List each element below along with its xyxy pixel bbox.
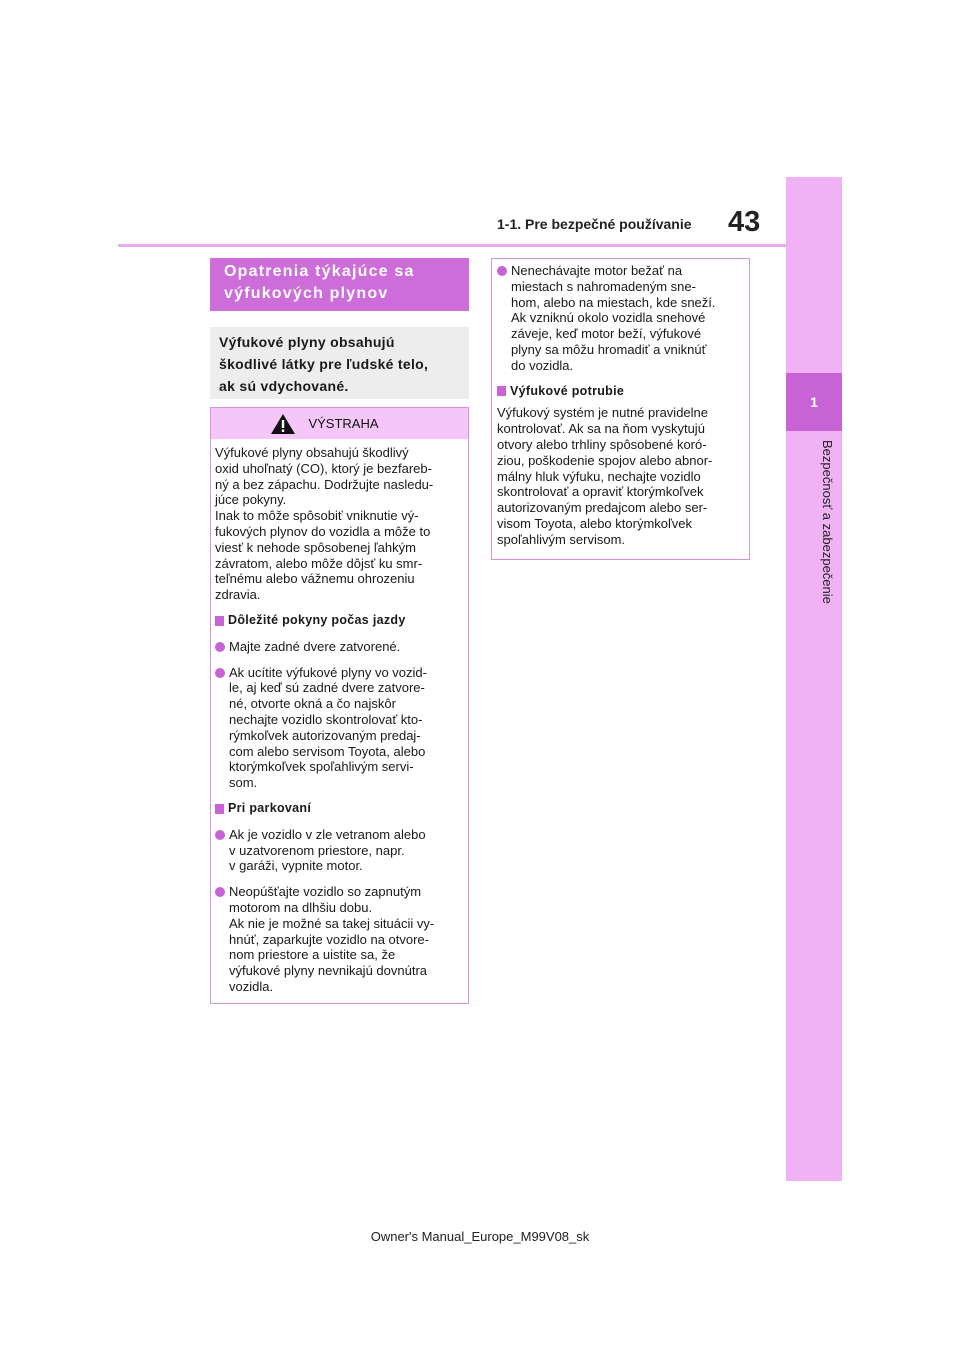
round-bullet-icon [215,830,225,840]
warning-subheading-driving [215,613,468,629]
summary-box [210,327,469,399]
list-item-text: Ak ucítite výfukové plyny vo vozid- le, aj keď sú zadné dvere zatvore- né, otvorte okná a čo najskôr nechajte vozidlo skontrolovať kto- rýmkoľvek autorizovaným predaj- com alebo servisom Toyota, alebo ktorýmkoľvek spoľahlivým servi- som. [229,664,427,791]
side-tab-chapter-label: Bezpečnosť a zabezpečenie [820,440,835,604]
warning-triangle-icon [270,413,296,435]
warning-box [210,407,469,1004]
topic-heading-text: Opatrenia týkajúce sa výfukových plynov [224,263,415,302]
list-item [497,263,749,374]
list-item [215,639,468,655]
info-paragraph: Výfukový systém je nutné pravidelne kontrolovať. Ak sa na ňom vyskytujú otvory alebo trhliny spôsobené koró- ziou, poškodenie spojov alebo abnor- málny hluk výfuku, nechajte vozidlo skontrolovať a opraviť ktorýmkoľvek autorizovaným predajcom alebo ser- visom Toyota, alebo ktorýmkoľvek spoľahlivým servisom. [497,405,713,547]
side-tab [786,177,842,1181]
warning-intro: Výfukové plyny obsahujú škodlivý oxid uhoľnatý (CO), ktorý je bezfareb- ný a bez zápachu. Dodržujte nasledu- júce pokyny. Inak to môže spôsobiť vniknutie vý- fukových plynov do vozidla a môže to viesť k nehode spôsobenej ľahkým závratom, alebo môže dôjsť ku smr- teľnému alebo vážnemu ohrozeniu zdravia. [215,445,434,603]
warning-body [211,439,468,995]
list-item [215,884,468,995]
info-box [491,258,750,560]
round-bullet-icon [215,668,225,678]
round-bullet-icon [215,642,225,652]
square-bullet-icon [497,386,506,396]
round-bullet-icon [497,266,507,276]
warning-subheading-text: Pri parkovaní [228,800,312,815]
summary-text: Výfukové plyny obsahujú škodlivé látky pre ľudské telo, ak sú vdychované. [219,334,429,394]
square-bullet-icon [215,804,224,814]
list-item-text: Ak je vozidlo v zle vetranom alebo v uzatvorenom priestore, napr. v garáži, vypnite motor. [229,826,426,874]
warning-subheading-parking [215,801,468,817]
footer: Owner's Manual_Europe_M99V08_sk [370,1229,590,1244]
warning-header [211,408,468,439]
page-number: 43 [728,206,761,238]
list-item-text: Majte zadné dvere zatvorené. [229,638,401,654]
list-item-text: Neopúšťajte vozidlo so zapnutým motorom na dlhšiu dobu. Ak nie je možné sa takej situácii vy- hnúť, zaparkujte vozidlo na otvore- nom priestore a uistite sa, že výfukové plyny nevnikajú dovnútra vozidla. [229,884,435,994]
warning-label: VÝSTRAHA [308,416,379,431]
list-item [215,827,468,874]
square-bullet-icon [215,616,224,626]
side-tab-chapter-number: 1 [786,373,842,431]
list-item [215,665,468,791]
info-subheading-text: Výfukové potrubie [510,383,625,398]
warning-subheading-text: Dôležité pokyny počas jazdy [228,612,406,627]
section-title: 1-1. Pre bezpečné používanie [497,216,692,232]
header-rule [118,244,786,247]
topic-heading [210,258,469,311]
info-subheading [497,384,749,400]
list-item-text: Nenechávajte motor bežať na miestach s nahromadeným sne- hom, alebo na miestach, kde sneží. Ak vzniknú okolo vozidla snehové záveje, keď motor beží, výfukové plyny sa môžu hromadiť a vniknúť do vozidla. [511,263,716,373]
round-bullet-icon [215,887,225,897]
